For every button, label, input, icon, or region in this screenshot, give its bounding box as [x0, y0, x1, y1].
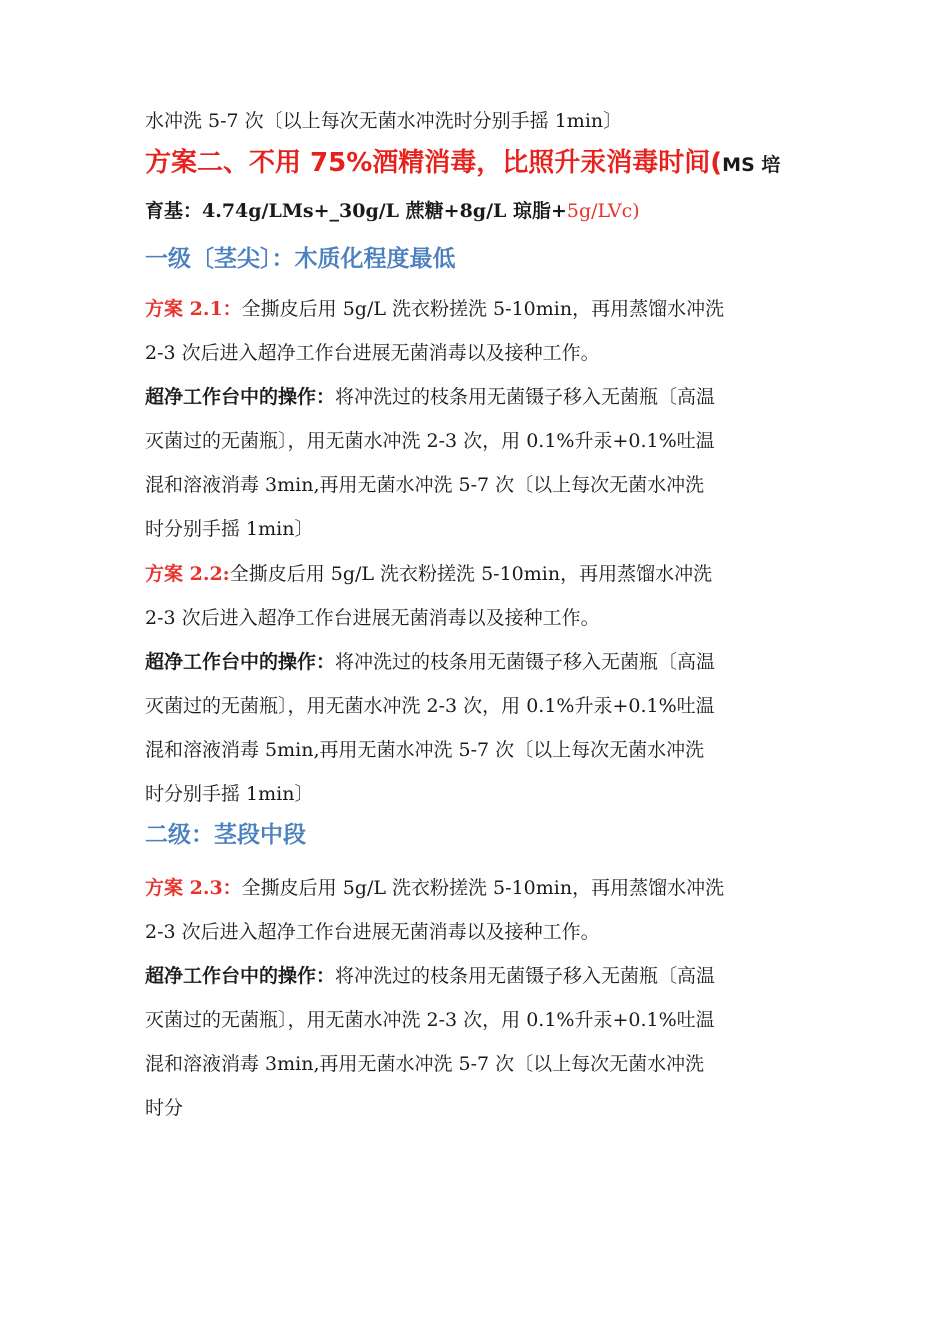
intro-line: 水冲洗 5-7 次〔以上每次无菌水冲洗时分别手摇 1min〕	[145, 110, 623, 132]
plan23-op-line1: 超净工作台中的操作：将冲洗过的枝条用无菌镊子移入无菌瓶〔高温	[145, 965, 716, 987]
plan21-label: 方案 2.1：	[145, 298, 242, 320]
scheme2-medium-red: 5g/LVc)	[566, 200, 640, 222]
plan21-op-line2: 灭菌过的无菌瓶〕，用无菌水冲洗 2-3 次，用 0.1%升汞+0.1%吐温	[145, 430, 715, 452]
plan23-op-line4: 时分	[145, 1097, 184, 1119]
plan21-op-label: 超净工作台中的操作：	[145, 386, 336, 408]
plan21-op-line3: 混和溶液消毒 3min,再用无菌水冲洗 5-7 次〔以上每次无菌水冲洗	[145, 474, 705, 496]
plan22-op-line3: 混和溶液消毒 5min,再用无菌水冲洗 5-7 次〔以上每次无菌水冲洗	[145, 739, 705, 761]
scheme2-medium: 育基：4.74g/LMs+_30g/L 蔗糖+8g/L 琼脂+5g/LVc)	[145, 200, 640, 222]
scheme2-title: 方案二、不用 75%酒精消毒，比照升汞消毒时间(MS 培	[145, 148, 781, 178]
plan21-line2: 2-3 次后进入超净工作台进展无菌消毒以及接种工作。	[145, 342, 600, 364]
plan23-op-label: 超净工作台中的操作：	[145, 965, 336, 987]
plan22-op-label: 超净工作台中的操作：	[145, 651, 336, 673]
plan21-op-line4: 时分别手摇 1min〕	[145, 518, 314, 540]
plan22-line1: 方案 2.2:全撕皮后用 5g/L 洗衣粉搓洗 5-10min，再用蒸馏水冲洗	[145, 563, 713, 585]
plan23-line1: 方案 2.3：全撕皮后用 5g/L 洗衣粉搓洗 5-10min，再用蒸馏水冲洗	[145, 877, 725, 899]
scheme2-title-tail: MS 培	[722, 154, 781, 176]
plan22-op-line4: 时分别手摇 1min〕	[145, 783, 314, 805]
plan23-op-line3: 混和溶液消毒 3min,再用无菌水冲洗 5-7 次〔以上每次无菌水冲洗	[145, 1053, 705, 1075]
plan22-label: 方案 2.2:	[145, 563, 230, 585]
plan21-line1: 方案 2.1：全撕皮后用 5g/L 洗衣粉搓洗 5-10min，再用蒸馏水冲洗	[145, 298, 725, 320]
plan23-label: 方案 2.3：	[145, 877, 242, 899]
plan22-op-line1: 超净工作台中的操作：将冲洗过的枝条用无菌镊子移入无菌瓶〔高温	[145, 651, 716, 673]
level1-heading: 一级〔茎尖〕：木质化程度最低	[145, 246, 456, 272]
plan23-line2: 2-3 次后进入超净工作台进展无菌消毒以及接种工作。	[145, 921, 600, 943]
plan22-line2: 2-3 次后进入超净工作台进展无菌消毒以及接种工作。	[145, 607, 600, 629]
plan21-op-line1: 超净工作台中的操作：将冲洗过的枝条用无菌镊子移入无菌瓶〔高温	[145, 386, 716, 408]
level2-heading: 二级：茎段中段	[145, 822, 306, 848]
plan22-op-line2: 灭菌过的无菌瓶〕，用无菌水冲洗 2-3 次，用 0.1%升汞+0.1%吐温	[145, 695, 715, 717]
plan23-op-line2: 灭菌过的无菌瓶〕，用无菌水冲洗 2-3 次，用 0.1%升汞+0.1%吐温	[145, 1009, 715, 1031]
